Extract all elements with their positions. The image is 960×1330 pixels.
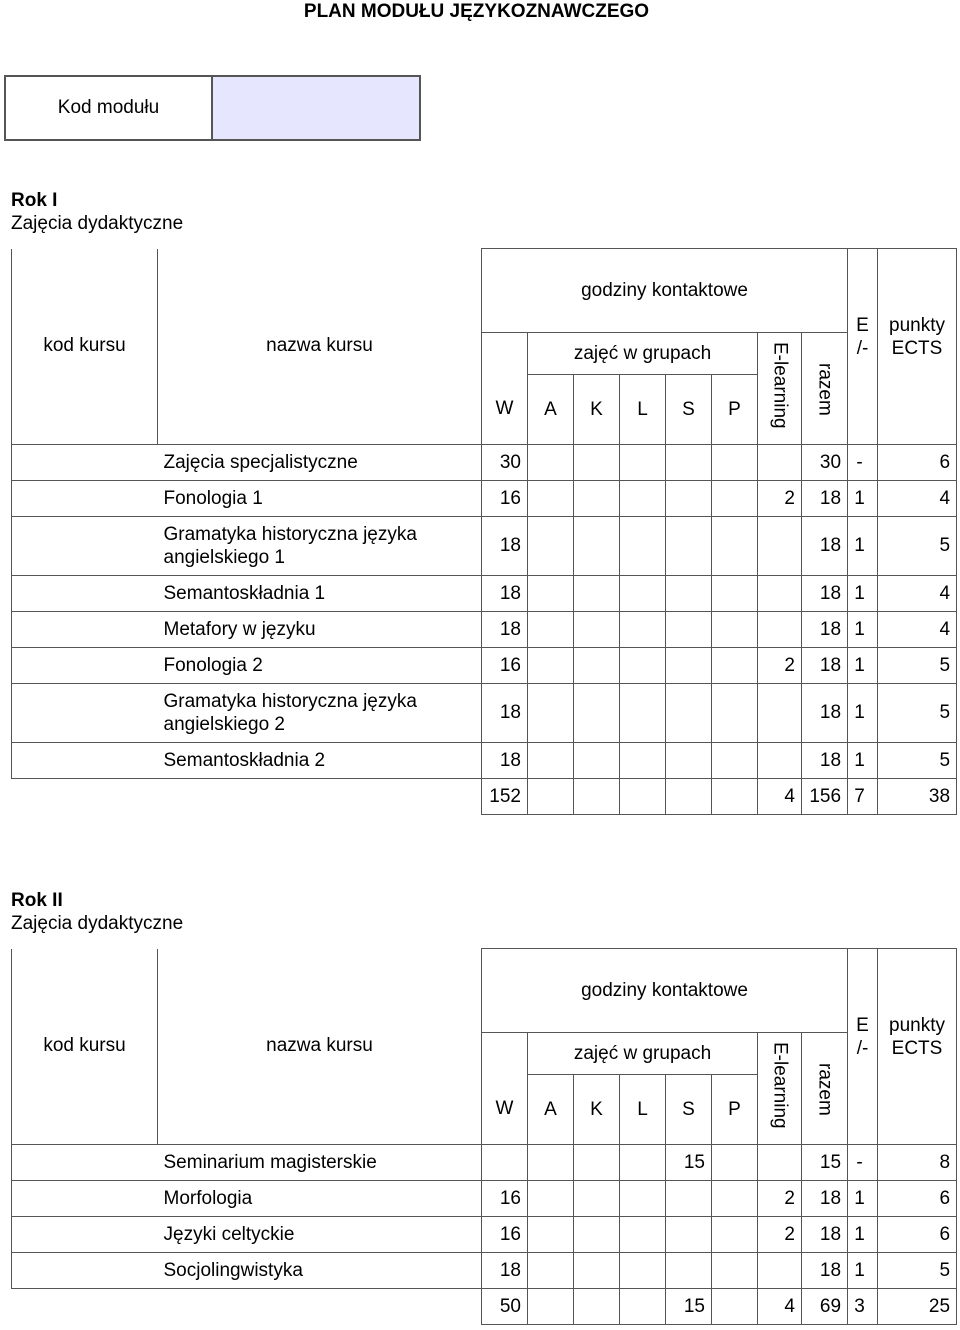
e-learning-label: E-learning xyxy=(769,342,791,429)
a-cell xyxy=(528,481,574,517)
e-learning-cell xyxy=(758,612,802,648)
s-cell xyxy=(666,576,712,612)
a-cell xyxy=(528,1181,574,1217)
k-cell xyxy=(574,1181,620,1217)
w-cell: 50 xyxy=(482,1289,528,1325)
a-cell xyxy=(528,1217,574,1253)
razem-cell: 18 xyxy=(802,612,848,648)
header-w: W xyxy=(482,1033,528,1145)
razem-cell: 18 xyxy=(802,481,848,517)
course-row xyxy=(12,1145,957,1181)
ects-cell: 5 xyxy=(878,743,957,779)
header-ects xyxy=(878,949,957,1145)
exam-cell: 1 xyxy=(848,481,878,517)
header-nazwa-kursu: nazwa kursu xyxy=(158,249,482,445)
header-p: P xyxy=(712,375,758,445)
course-name-cell: Semantoskładnia 2 xyxy=(158,743,482,779)
s-cell xyxy=(666,743,712,779)
totals-spacer xyxy=(12,779,482,815)
course-name-cell: Gramatyka historyczna języka angielskiego 2 xyxy=(158,684,482,743)
header-l: L xyxy=(620,1075,666,1145)
k-cell xyxy=(574,1217,620,1253)
l-cell xyxy=(620,517,666,576)
s-cell xyxy=(666,779,712,815)
year-2-heading xyxy=(11,889,183,935)
e-learning-cell: 2 xyxy=(758,1181,802,1217)
page-title: PLAN MODUŁU JĘZYKOZNAWCZEGO xyxy=(303,1,650,22)
l-cell xyxy=(620,648,666,684)
ects-cell: 38 xyxy=(878,779,957,815)
w-cell: 18 xyxy=(482,743,528,779)
exam-cell: 1 xyxy=(848,684,878,743)
k-cell xyxy=(574,481,620,517)
w-cell: 16 xyxy=(482,1217,528,1253)
s-cell xyxy=(666,481,712,517)
razem-cell: 18 xyxy=(802,648,848,684)
header-k: K xyxy=(574,1075,620,1145)
header-e-learning xyxy=(758,1033,802,1145)
k-cell xyxy=(574,648,620,684)
course-name-cell: Socjolingwistyka xyxy=(158,1253,482,1289)
course-code-cell xyxy=(12,1253,158,1289)
w-cell: 152 xyxy=(482,779,528,815)
a-cell xyxy=(528,779,574,815)
w-cell: 18 xyxy=(482,576,528,612)
a-cell xyxy=(528,743,574,779)
course-row xyxy=(12,1253,957,1289)
year-subtitle: Zajęcia dydaktyczne xyxy=(11,213,184,234)
l-cell xyxy=(620,1253,666,1289)
exam-cell: 3 xyxy=(848,1289,878,1325)
l-cell xyxy=(620,1145,666,1181)
a-cell xyxy=(528,445,574,481)
ects-cell: 4 xyxy=(878,576,957,612)
header-k: K xyxy=(574,375,620,445)
razem-label: razem xyxy=(814,363,836,416)
exam-cell: - xyxy=(848,1145,878,1181)
header-l: L xyxy=(620,375,666,445)
course-row xyxy=(12,445,957,481)
header-godziny-kontaktowe: godziny kontaktowe xyxy=(482,949,848,1033)
k-cell xyxy=(574,612,620,648)
e-learning-cell xyxy=(758,576,802,612)
totals-row xyxy=(12,779,957,815)
year-title: Rok I xyxy=(11,190,58,211)
a-cell xyxy=(528,576,574,612)
header-zajec-w-grupach: zajęć w grupach xyxy=(528,333,758,375)
course-code-cell xyxy=(12,1217,158,1253)
ects-label: punkty ECTS xyxy=(889,1014,945,1059)
e-learning-cell: 2 xyxy=(758,481,802,517)
k-cell xyxy=(574,743,620,779)
header-s: S xyxy=(666,375,712,445)
header-godziny-kontaktowe: godziny kontaktowe xyxy=(482,249,848,333)
course-row xyxy=(12,517,957,576)
e-learning-cell xyxy=(758,445,802,481)
k-cell xyxy=(574,779,620,815)
course-code-cell xyxy=(12,576,158,612)
ects-cell: 6 xyxy=(878,445,957,481)
exam-cell: 1 xyxy=(848,1253,878,1289)
k-cell xyxy=(574,1253,620,1289)
course-code-cell xyxy=(12,684,158,743)
p-cell xyxy=(712,517,758,576)
k-cell xyxy=(574,1289,620,1325)
p-cell xyxy=(712,743,758,779)
k-cell xyxy=(574,517,620,576)
a-cell xyxy=(528,648,574,684)
course-code-cell xyxy=(12,1145,158,1181)
exam-cell: 1 xyxy=(848,517,878,576)
course-name-cell: Języki celtyckie xyxy=(158,1217,482,1253)
e-learning-label: E-learning xyxy=(769,1042,791,1129)
e-learning-cell: 2 xyxy=(758,648,802,684)
w-cell: 16 xyxy=(482,481,528,517)
s-cell xyxy=(666,648,712,684)
s-cell: 15 xyxy=(666,1145,712,1181)
course-row xyxy=(12,576,957,612)
l-cell xyxy=(620,445,666,481)
exam-cell: 1 xyxy=(848,612,878,648)
w-cell: 16 xyxy=(482,648,528,684)
w-cell: 30 xyxy=(482,445,528,481)
l-cell xyxy=(620,779,666,815)
header-e-learning xyxy=(758,333,802,445)
module-code-label: Kod modułu xyxy=(5,76,212,140)
header-a: A xyxy=(528,375,574,445)
p-cell xyxy=(712,445,758,481)
razem-cell: 18 xyxy=(802,1253,848,1289)
razem-cell: 18 xyxy=(802,684,848,743)
s-cell xyxy=(666,445,712,481)
w-cell: 18 xyxy=(482,517,528,576)
k-cell xyxy=(574,576,620,612)
p-cell xyxy=(712,684,758,743)
p-cell xyxy=(712,612,758,648)
table-header xyxy=(12,249,957,445)
ects-cell: 8 xyxy=(878,1145,957,1181)
course-code-cell xyxy=(12,517,158,576)
header-nazwa-kursu: nazwa kursu xyxy=(158,949,482,1145)
header-p: P xyxy=(712,1075,758,1145)
razem-cell: 18 xyxy=(802,517,848,576)
e-learning-cell: 4 xyxy=(758,779,802,815)
w-cell: 18 xyxy=(482,1253,528,1289)
l-cell xyxy=(620,1181,666,1217)
course-row xyxy=(12,612,957,648)
l-cell xyxy=(620,1289,666,1325)
s-cell xyxy=(666,517,712,576)
s-cell xyxy=(666,612,712,648)
course-code-cell xyxy=(12,481,158,517)
razem-cell: 69 xyxy=(802,1289,848,1325)
exam-cell: 1 xyxy=(848,648,878,684)
l-cell xyxy=(620,612,666,648)
course-code-cell xyxy=(12,648,158,684)
ects-cell: 4 xyxy=(878,612,957,648)
p-cell xyxy=(712,1289,758,1325)
p-cell xyxy=(712,1181,758,1217)
egzamin-label: E /- xyxy=(856,1014,869,1059)
course-row xyxy=(12,481,957,517)
s-cell xyxy=(666,1253,712,1289)
egzamin-label: E /- xyxy=(856,314,869,359)
module-code-field[interactable] xyxy=(212,76,420,140)
a-cell xyxy=(528,1253,574,1289)
course-name-cell: Fonologia 1 xyxy=(158,481,482,517)
a-cell xyxy=(528,1289,574,1325)
k-cell xyxy=(574,445,620,481)
header-kod-kursu: kod kursu xyxy=(12,949,158,1145)
l-cell xyxy=(620,1217,666,1253)
table-header xyxy=(12,949,957,1145)
course-row xyxy=(12,1217,957,1253)
exam-cell: 7 xyxy=(848,779,878,815)
razem-label: razem xyxy=(814,1063,836,1116)
ects-label: punkty ECTS xyxy=(889,314,945,359)
s-cell xyxy=(666,1181,712,1217)
a-cell xyxy=(528,684,574,743)
e-learning-cell: 4 xyxy=(758,1289,802,1325)
exam-cell: 1 xyxy=(848,1181,878,1217)
l-cell xyxy=(620,576,666,612)
exam-cell: 1 xyxy=(848,576,878,612)
course-name-cell: Semantoskładnia 1 xyxy=(158,576,482,612)
course-row xyxy=(12,1181,957,1217)
e-learning-cell: 2 xyxy=(758,1217,802,1253)
course-name-cell: Morfologia xyxy=(158,1181,482,1217)
ects-cell: 5 xyxy=(878,684,957,743)
year-1-heading xyxy=(11,189,183,235)
header-s: S xyxy=(666,1075,712,1145)
p-cell xyxy=(712,648,758,684)
header-w: W xyxy=(482,333,528,445)
header-egzamin xyxy=(848,949,878,1145)
course-code-cell xyxy=(12,445,158,481)
course-name-cell: Metafory w języku xyxy=(158,612,482,648)
ects-cell: 5 xyxy=(878,648,957,684)
totals-spacer xyxy=(12,1289,482,1325)
header-zajec-w-grupach: zajęć w grupach xyxy=(528,1033,758,1075)
a-cell xyxy=(528,1145,574,1181)
razem-cell: 18 xyxy=(802,1181,848,1217)
course-name-cell: Zajęcia specjalistyczne xyxy=(158,445,482,481)
s-cell xyxy=(666,684,712,743)
course-row xyxy=(12,743,957,779)
header-ects xyxy=(878,249,957,445)
l-cell xyxy=(620,743,666,779)
course-row xyxy=(12,648,957,684)
year-1-table xyxy=(11,248,957,815)
course-row xyxy=(12,684,957,743)
k-cell xyxy=(574,1145,620,1181)
course-name-cell: Seminarium magisterskie xyxy=(158,1145,482,1181)
header-razem xyxy=(802,333,848,445)
ects-cell: 6 xyxy=(878,1181,957,1217)
e-learning-cell xyxy=(758,743,802,779)
razem-cell: 18 xyxy=(802,576,848,612)
razem-cell: 15 xyxy=(802,1145,848,1181)
course-name-cell: Fonologia 2 xyxy=(158,648,482,684)
module-code-table xyxy=(4,75,421,141)
year-2-table xyxy=(11,948,957,1325)
w-cell: 16 xyxy=(482,1181,528,1217)
course-name-cell: Gramatyka historyczna języka angielskiego 1 xyxy=(158,517,482,576)
year-title: Rok II xyxy=(11,890,63,911)
exam-cell: 1 xyxy=(848,1217,878,1253)
header-razem xyxy=(802,1033,848,1145)
e-learning-cell xyxy=(758,684,802,743)
w-cell: 18 xyxy=(482,612,528,648)
p-cell xyxy=(712,481,758,517)
ects-cell: 5 xyxy=(878,517,957,576)
year-subtitle: Zajęcia dydaktyczne xyxy=(11,913,184,934)
header-kod-kursu: kod kursu xyxy=(12,249,158,445)
course-code-cell xyxy=(12,1181,158,1217)
p-cell xyxy=(712,576,758,612)
exam-cell: - xyxy=(848,445,878,481)
a-cell xyxy=(528,517,574,576)
e-learning-cell xyxy=(758,1253,802,1289)
l-cell xyxy=(620,481,666,517)
s-cell: 15 xyxy=(666,1289,712,1325)
header-a: A xyxy=(528,1075,574,1145)
k-cell xyxy=(574,684,620,743)
w-cell xyxy=(482,1145,528,1181)
ects-cell: 25 xyxy=(878,1289,957,1325)
razem-cell: 156 xyxy=(802,779,848,815)
course-code-cell xyxy=(12,612,158,648)
p-cell xyxy=(712,779,758,815)
e-learning-cell xyxy=(758,517,802,576)
exam-cell: 1 xyxy=(848,743,878,779)
w-cell: 18 xyxy=(482,684,528,743)
ects-cell: 5 xyxy=(878,1253,957,1289)
p-cell xyxy=(712,1253,758,1289)
p-cell xyxy=(712,1217,758,1253)
ects-cell: 4 xyxy=(878,481,957,517)
s-cell xyxy=(666,1217,712,1253)
a-cell xyxy=(528,612,574,648)
ects-cell: 6 xyxy=(878,1217,957,1253)
razem-cell: 18 xyxy=(802,743,848,779)
razem-cell: 18 xyxy=(802,1217,848,1253)
course-code-cell xyxy=(12,743,158,779)
totals-row xyxy=(12,1289,957,1325)
l-cell xyxy=(620,684,666,743)
razem-cell: 30 xyxy=(802,445,848,481)
e-learning-cell xyxy=(758,1145,802,1181)
p-cell xyxy=(712,1145,758,1181)
header-egzamin xyxy=(848,249,878,445)
